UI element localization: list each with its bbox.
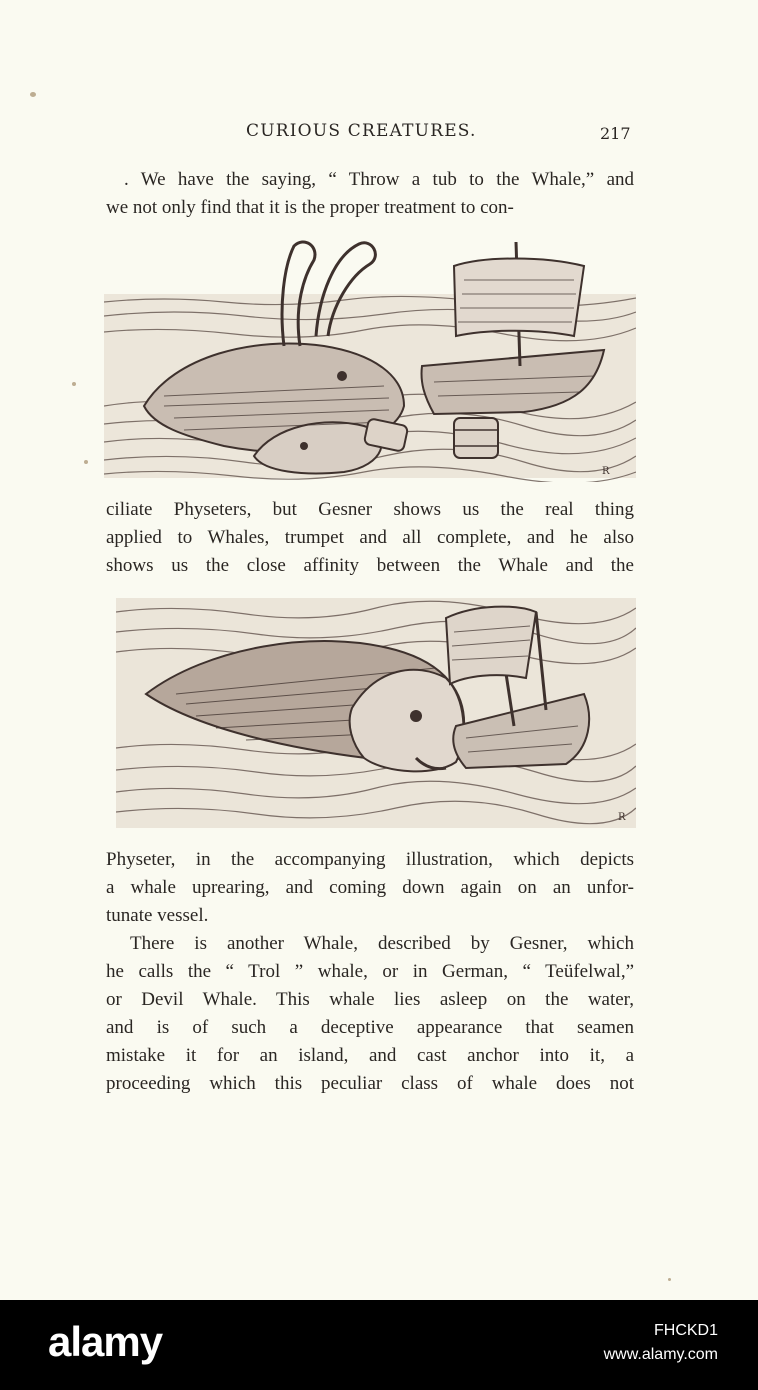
image-id: FHCKD1: [653, 1322, 718, 1339]
paragraph-2: [106, 496, 634, 580]
whale-tub-engraving: [104, 236, 636, 482]
paper-fleck: [30, 92, 36, 97]
text-line: and is of such a deceptive appearance that seamen: [106, 1017, 634, 1038]
footer-url: www.alamy.com: [603, 1346, 718, 1363]
text-line: ciliate Physeters, but Gesner shows us the real thing: [106, 499, 634, 520]
paper-fleck: [72, 382, 76, 386]
text-line: . We have the saying, “ Throw a tub to the Whale,” and: [124, 169, 634, 190]
text-line: a whale uprearing, and coming down again on an unfor-: [106, 877, 634, 898]
text-line: tunate vessel.: [106, 905, 209, 926]
page-number: 217: [600, 124, 631, 143]
paper-fleck: [84, 460, 88, 464]
engraver-mark: R: [618, 812, 626, 823]
text-line: mistake it for an island, and cast anchor into it, a: [106, 1045, 634, 1066]
text-line: we not only find that it is the proper treatment to con-: [106, 197, 514, 218]
text-line: he calls the “ Trol ” whale, or in German, “ Teüfelwal,”: [106, 961, 634, 982]
text-line: proceeding which this peculiar class of whale does not: [106, 1073, 634, 1094]
engraver-mark: R: [602, 466, 610, 477]
text-line: applied to Whales, trumpet and all complete, and he also: [106, 527, 634, 548]
paragraph-1: [106, 166, 634, 222]
running-head: CURIOUS CREATURES.: [246, 121, 477, 141]
text-line: Physeter, in the accompanying illustration, which depicts: [106, 849, 634, 870]
paragraph-3: [106, 846, 634, 930]
text-line: shows us the close affinity between the Whale and the: [106, 555, 634, 576]
text-line: or Devil Whale. This whale lies asleep on the water,: [106, 989, 634, 1010]
text-line: There is another Whale, described by Gesner, which: [130, 933, 634, 954]
paragraph-4: [106, 930, 634, 1098]
alamy-logo: alamy: [48, 1318, 163, 1365]
paper-fleck: [668, 1278, 671, 1281]
whale-ship-engraving: [116, 598, 636, 832]
